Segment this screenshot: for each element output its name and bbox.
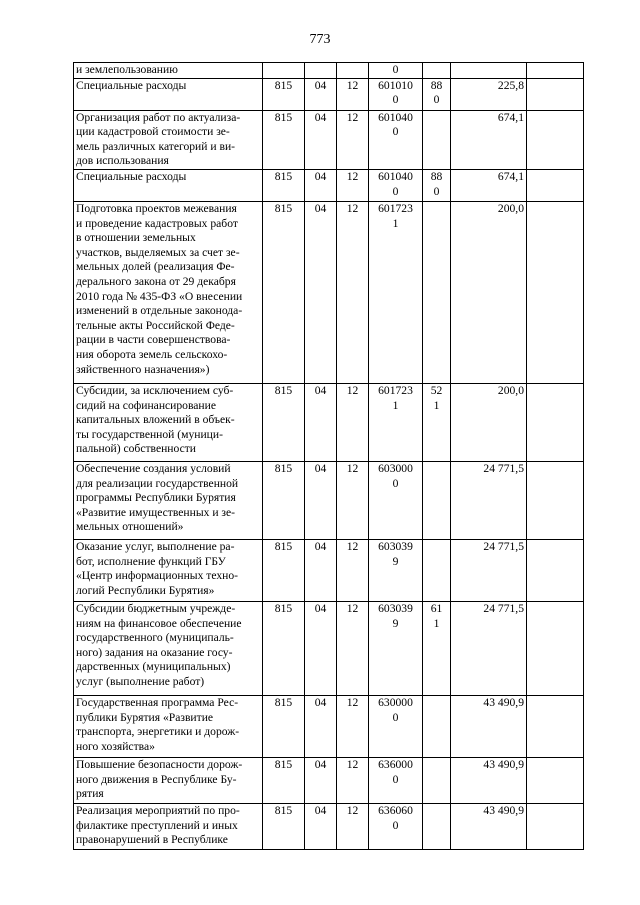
row-expense-type-cell bbox=[423, 63, 451, 79]
row-expense-type-cell bbox=[423, 169, 451, 201]
row-ministry-code-cell bbox=[263, 63, 305, 79]
table-row bbox=[74, 539, 584, 601]
row-subsection-code-text: 12 bbox=[346, 601, 359, 615]
row-ministry-code-text: 815 bbox=[274, 461, 293, 475]
row-expense-type-text: 88 0 bbox=[430, 169, 443, 198]
row-subsection-code-text: 12 bbox=[346, 78, 359, 92]
row-amount-cell bbox=[451, 461, 527, 539]
table-row bbox=[74, 383, 584, 461]
row-ministry-code-text: 815 bbox=[274, 757, 293, 771]
row-amount-text: 24 771,5 bbox=[483, 539, 524, 553]
row-section-code-text: 04 bbox=[314, 169, 327, 183]
row-target-article-cell bbox=[369, 169, 423, 201]
row-subsection-code-cell bbox=[337, 757, 369, 803]
row-expense-type-cell bbox=[423, 78, 451, 110]
row-section-code-cell bbox=[305, 803, 337, 849]
table-row bbox=[74, 110, 584, 169]
row-section-code-text: 04 bbox=[314, 201, 327, 215]
row-amount-text: 674,1 bbox=[497, 110, 524, 124]
row-ministry-code-cell bbox=[263, 695, 305, 757]
row-name-cell bbox=[74, 461, 263, 539]
row-target-article-cell bbox=[369, 461, 423, 539]
row-subsection-code-cell bbox=[337, 169, 369, 201]
row-section-code-cell bbox=[305, 695, 337, 757]
page-number: 773 bbox=[309, 32, 331, 47]
row-target-article-cell bbox=[369, 695, 423, 757]
row-amount-cell bbox=[451, 757, 527, 803]
row-target-article-text: 630000 0 bbox=[378, 695, 413, 724]
row-target-article-text: 636000 0 bbox=[378, 757, 413, 786]
table-row bbox=[74, 803, 584, 849]
row-subsection-code-cell bbox=[337, 78, 369, 110]
row-subsection-code-cell bbox=[337, 110, 369, 169]
row-expense-type-cell bbox=[423, 201, 451, 383]
table-row bbox=[74, 757, 584, 803]
row-target-article-text: 0 bbox=[392, 63, 399, 76]
row-amount-text: 24 771,5 bbox=[483, 461, 524, 475]
row-empty-cell bbox=[527, 539, 584, 601]
row-section-code-cell bbox=[305, 539, 337, 601]
row-section-code-cell bbox=[305, 757, 337, 803]
row-amount-cell bbox=[451, 601, 527, 695]
row-empty-cell bbox=[527, 461, 584, 539]
row-amount-cell bbox=[451, 803, 527, 849]
row-target-article-cell bbox=[369, 201, 423, 383]
row-target-article-text: 601040 0 bbox=[378, 110, 413, 139]
row-amount-text: 43 490,9 bbox=[483, 695, 524, 709]
row-subsection-code-text: 12 bbox=[346, 169, 359, 183]
row-subsection-code-text: 12 bbox=[346, 539, 359, 553]
table-row bbox=[74, 169, 584, 201]
row-subsection-code-text: 12 bbox=[346, 383, 359, 397]
row-expense-type-cell bbox=[423, 110, 451, 169]
row-name-text: Обеспечение создания условий для реализации государственной программы Республики Бурятия «Развитие имущественных и зе- мельных отношений» bbox=[76, 461, 239, 534]
row-name-cell bbox=[74, 695, 263, 757]
row-subsection-code-cell bbox=[337, 63, 369, 79]
row-target-article-cell bbox=[369, 601, 423, 695]
row-expense-type-cell bbox=[423, 383, 451, 461]
row-target-article-cell bbox=[369, 383, 423, 461]
row-ministry-code-cell bbox=[263, 601, 305, 695]
row-subsection-code-cell bbox=[337, 201, 369, 383]
row-subsection-code-text: 12 bbox=[346, 695, 359, 709]
row-section-code-text: 04 bbox=[314, 539, 327, 553]
row-empty-cell bbox=[527, 78, 584, 110]
row-amount-cell bbox=[451, 110, 527, 169]
row-ministry-code-cell bbox=[263, 461, 305, 539]
row-section-code-text: 04 bbox=[314, 78, 327, 92]
row-expense-type-text: 61 1 bbox=[430, 601, 443, 630]
row-expense-type-text: 52 1 bbox=[430, 383, 443, 412]
row-amount-text: 200,0 bbox=[497, 383, 524, 397]
row-amount-text: 24 771,5 bbox=[483, 601, 524, 615]
row-ministry-code-text: 815 bbox=[274, 110, 293, 124]
row-target-article-text: 603039 9 bbox=[378, 539, 413, 568]
row-section-code-cell bbox=[305, 601, 337, 695]
row-expense-type-cell bbox=[423, 539, 451, 601]
row-section-code-cell bbox=[305, 110, 337, 169]
row-target-article-text: 603000 0 bbox=[378, 461, 413, 490]
row-section-code-text: 04 bbox=[314, 757, 327, 771]
row-ministry-code-cell bbox=[263, 539, 305, 601]
row-ministry-code-text: 815 bbox=[274, 539, 293, 553]
row-subsection-code-text: 12 bbox=[346, 461, 359, 475]
row-name-text: Организация работ по актуализа- ции кадастровой стоимости зе- мель различных категорий и ви- дов использования bbox=[76, 110, 241, 168]
row-ministry-code-cell bbox=[263, 169, 305, 201]
table-row bbox=[74, 63, 584, 79]
row-expense-type-cell bbox=[423, 461, 451, 539]
row-amount-text: 43 490,9 bbox=[483, 803, 524, 817]
row-expense-type-text: 88 0 bbox=[430, 78, 443, 107]
row-section-code-cell bbox=[305, 169, 337, 201]
budget-table bbox=[73, 62, 584, 850]
row-ministry-code-text: 815 bbox=[274, 601, 293, 615]
row-ministry-code-text: 815 bbox=[274, 78, 293, 92]
row-subsection-code-cell bbox=[337, 383, 369, 461]
row-section-code-cell bbox=[305, 461, 337, 539]
row-expense-type-cell bbox=[423, 757, 451, 803]
row-name-cell bbox=[74, 601, 263, 695]
row-amount-cell bbox=[451, 169, 527, 201]
row-subsection-code-cell bbox=[337, 539, 369, 601]
row-section-code-cell bbox=[305, 201, 337, 383]
row-amount-text: 225,8 bbox=[497, 78, 524, 92]
row-target-article-cell bbox=[369, 110, 423, 169]
row-section-code-cell bbox=[305, 383, 337, 461]
row-ministry-code-cell bbox=[263, 383, 305, 461]
row-empty-cell bbox=[527, 383, 584, 461]
row-ministry-code-text: 815 bbox=[274, 695, 293, 709]
row-ministry-code-text: 815 bbox=[274, 201, 293, 215]
row-section-code-cell bbox=[305, 78, 337, 110]
row-amount-cell bbox=[451, 695, 527, 757]
row-expense-type-cell bbox=[423, 695, 451, 757]
row-name-text: Подготовка проектов межевания и проведение кадастровых работ в отношении земельных участков, выделяемых за счет зе- мельных долей (реализация Фе- дерального закона от 29 декабря 2010 года № 435-ФЗ «О внесении изменений в отдельные законода- тельные акты Российской Феде- рации в части совершенствова- ния оборота земель сельскохо- зяйственного назначения») bbox=[76, 201, 243, 376]
row-expense-type-cell bbox=[423, 601, 451, 695]
row-amount-cell bbox=[451, 63, 527, 79]
row-name-cell bbox=[74, 539, 263, 601]
row-subsection-code-cell bbox=[337, 695, 369, 757]
row-target-article-text: 603039 9 bbox=[378, 601, 413, 630]
row-name-cell bbox=[74, 201, 263, 383]
row-empty-cell bbox=[527, 63, 584, 79]
table-row bbox=[74, 695, 584, 757]
table-row bbox=[74, 78, 584, 110]
row-target-article-text: 601723 1 bbox=[378, 383, 413, 412]
row-amount-text: 43 490,9 bbox=[483, 757, 524, 771]
row-ministry-code-cell bbox=[263, 201, 305, 383]
row-name-text: Повышение безопасности дорож- ного движения в Республике Бу- рятия bbox=[76, 757, 243, 801]
row-subsection-code-cell bbox=[337, 803, 369, 849]
row-target-article-text: 601723 1 bbox=[378, 201, 413, 230]
row-ministry-code-text: 815 bbox=[274, 803, 293, 817]
row-name-text: Реализация мероприятий по про- филактике преступлений и иных правонарушений в Республике bbox=[76, 803, 240, 847]
row-target-article-cell bbox=[369, 539, 423, 601]
row-amount-cell bbox=[451, 78, 527, 110]
row-subsection-code-cell bbox=[337, 601, 369, 695]
row-name-text: Субсидии, за исключением суб- сидий на софинансирование капитальных вложений в объек- ты государственной (муници- пальной) собственности bbox=[76, 383, 235, 456]
row-target-article-cell bbox=[369, 78, 423, 110]
row-amount-text: 674,1 bbox=[497, 169, 524, 183]
row-empty-cell bbox=[527, 695, 584, 757]
row-section-code-text: 04 bbox=[314, 461, 327, 475]
row-section-code-text: 04 bbox=[314, 383, 327, 397]
row-target-article-text: 601010 0 bbox=[378, 78, 413, 107]
row-name-text: Оказание услуг, выполнение ра- бот, исполнение функций ГБУ «Центр информационных техно- логий Республики Бурятия» bbox=[76, 539, 238, 597]
row-target-article-cell bbox=[369, 757, 423, 803]
row-name-cell bbox=[74, 803, 263, 849]
row-empty-cell bbox=[527, 110, 584, 169]
row-target-article-cell bbox=[369, 63, 423, 79]
row-ministry-code-text: 815 bbox=[274, 383, 293, 397]
row-name-text: Специальные расходы bbox=[76, 78, 187, 92]
row-ministry-code-cell bbox=[263, 110, 305, 169]
row-target-article-cell bbox=[369, 803, 423, 849]
table-row bbox=[74, 601, 584, 695]
row-name-cell bbox=[74, 383, 263, 461]
row-subsection-code-cell bbox=[337, 461, 369, 539]
row-empty-cell bbox=[527, 601, 584, 695]
row-amount-cell bbox=[451, 539, 527, 601]
row-amount-cell bbox=[451, 383, 527, 461]
row-section-code-cell bbox=[305, 63, 337, 79]
row-ministry-code-cell bbox=[263, 803, 305, 849]
row-subsection-code-text: 12 bbox=[346, 201, 359, 215]
row-empty-cell bbox=[527, 169, 584, 201]
table-row bbox=[74, 201, 584, 383]
row-amount-text: 200,0 bbox=[497, 201, 524, 215]
row-name-text: Государственная программа Рес- публики Бурятия «Развитие транспорта, энергетики и дорож- ного хозяйства» bbox=[76, 695, 240, 753]
row-name-cell bbox=[74, 78, 263, 110]
row-section-code-text: 04 bbox=[314, 110, 327, 124]
row-empty-cell bbox=[527, 201, 584, 383]
budget-table-body bbox=[74, 63, 584, 850]
row-expense-type-cell bbox=[423, 803, 451, 849]
row-empty-cell bbox=[527, 757, 584, 803]
row-empty-cell bbox=[527, 803, 584, 849]
row-ministry-code-text: 815 bbox=[274, 169, 293, 183]
row-target-article-text: 601040 0 bbox=[378, 169, 413, 198]
row-name-text: Субсидии бюджетным учрежде- ниям на финансовое обеспечение государственного (муниципаль- ного) задания на оказание госу- дарственных (муниципальных) услуг (выполнение работ) bbox=[76, 601, 242, 688]
row-ministry-code-cell bbox=[263, 78, 305, 110]
row-name-cell bbox=[74, 169, 263, 201]
row-name-cell bbox=[74, 63, 263, 79]
row-section-code-text: 04 bbox=[314, 601, 327, 615]
row-target-article-text: 636060 0 bbox=[378, 803, 413, 832]
row-name-cell bbox=[74, 110, 263, 169]
table-row bbox=[74, 461, 584, 539]
row-subsection-code-text: 12 bbox=[346, 803, 359, 817]
row-section-code-text: 04 bbox=[314, 803, 327, 817]
row-name-cell bbox=[74, 757, 263, 803]
row-amount-cell bbox=[451, 201, 527, 383]
row-subsection-code-text: 12 bbox=[346, 110, 359, 124]
row-ministry-code-cell bbox=[263, 757, 305, 803]
row-subsection-code-text: 12 bbox=[346, 757, 359, 771]
row-name-text: и землепользованию bbox=[76, 63, 178, 76]
row-section-code-text: 04 bbox=[314, 695, 327, 709]
row-name-text: Специальные расходы bbox=[76, 169, 187, 183]
